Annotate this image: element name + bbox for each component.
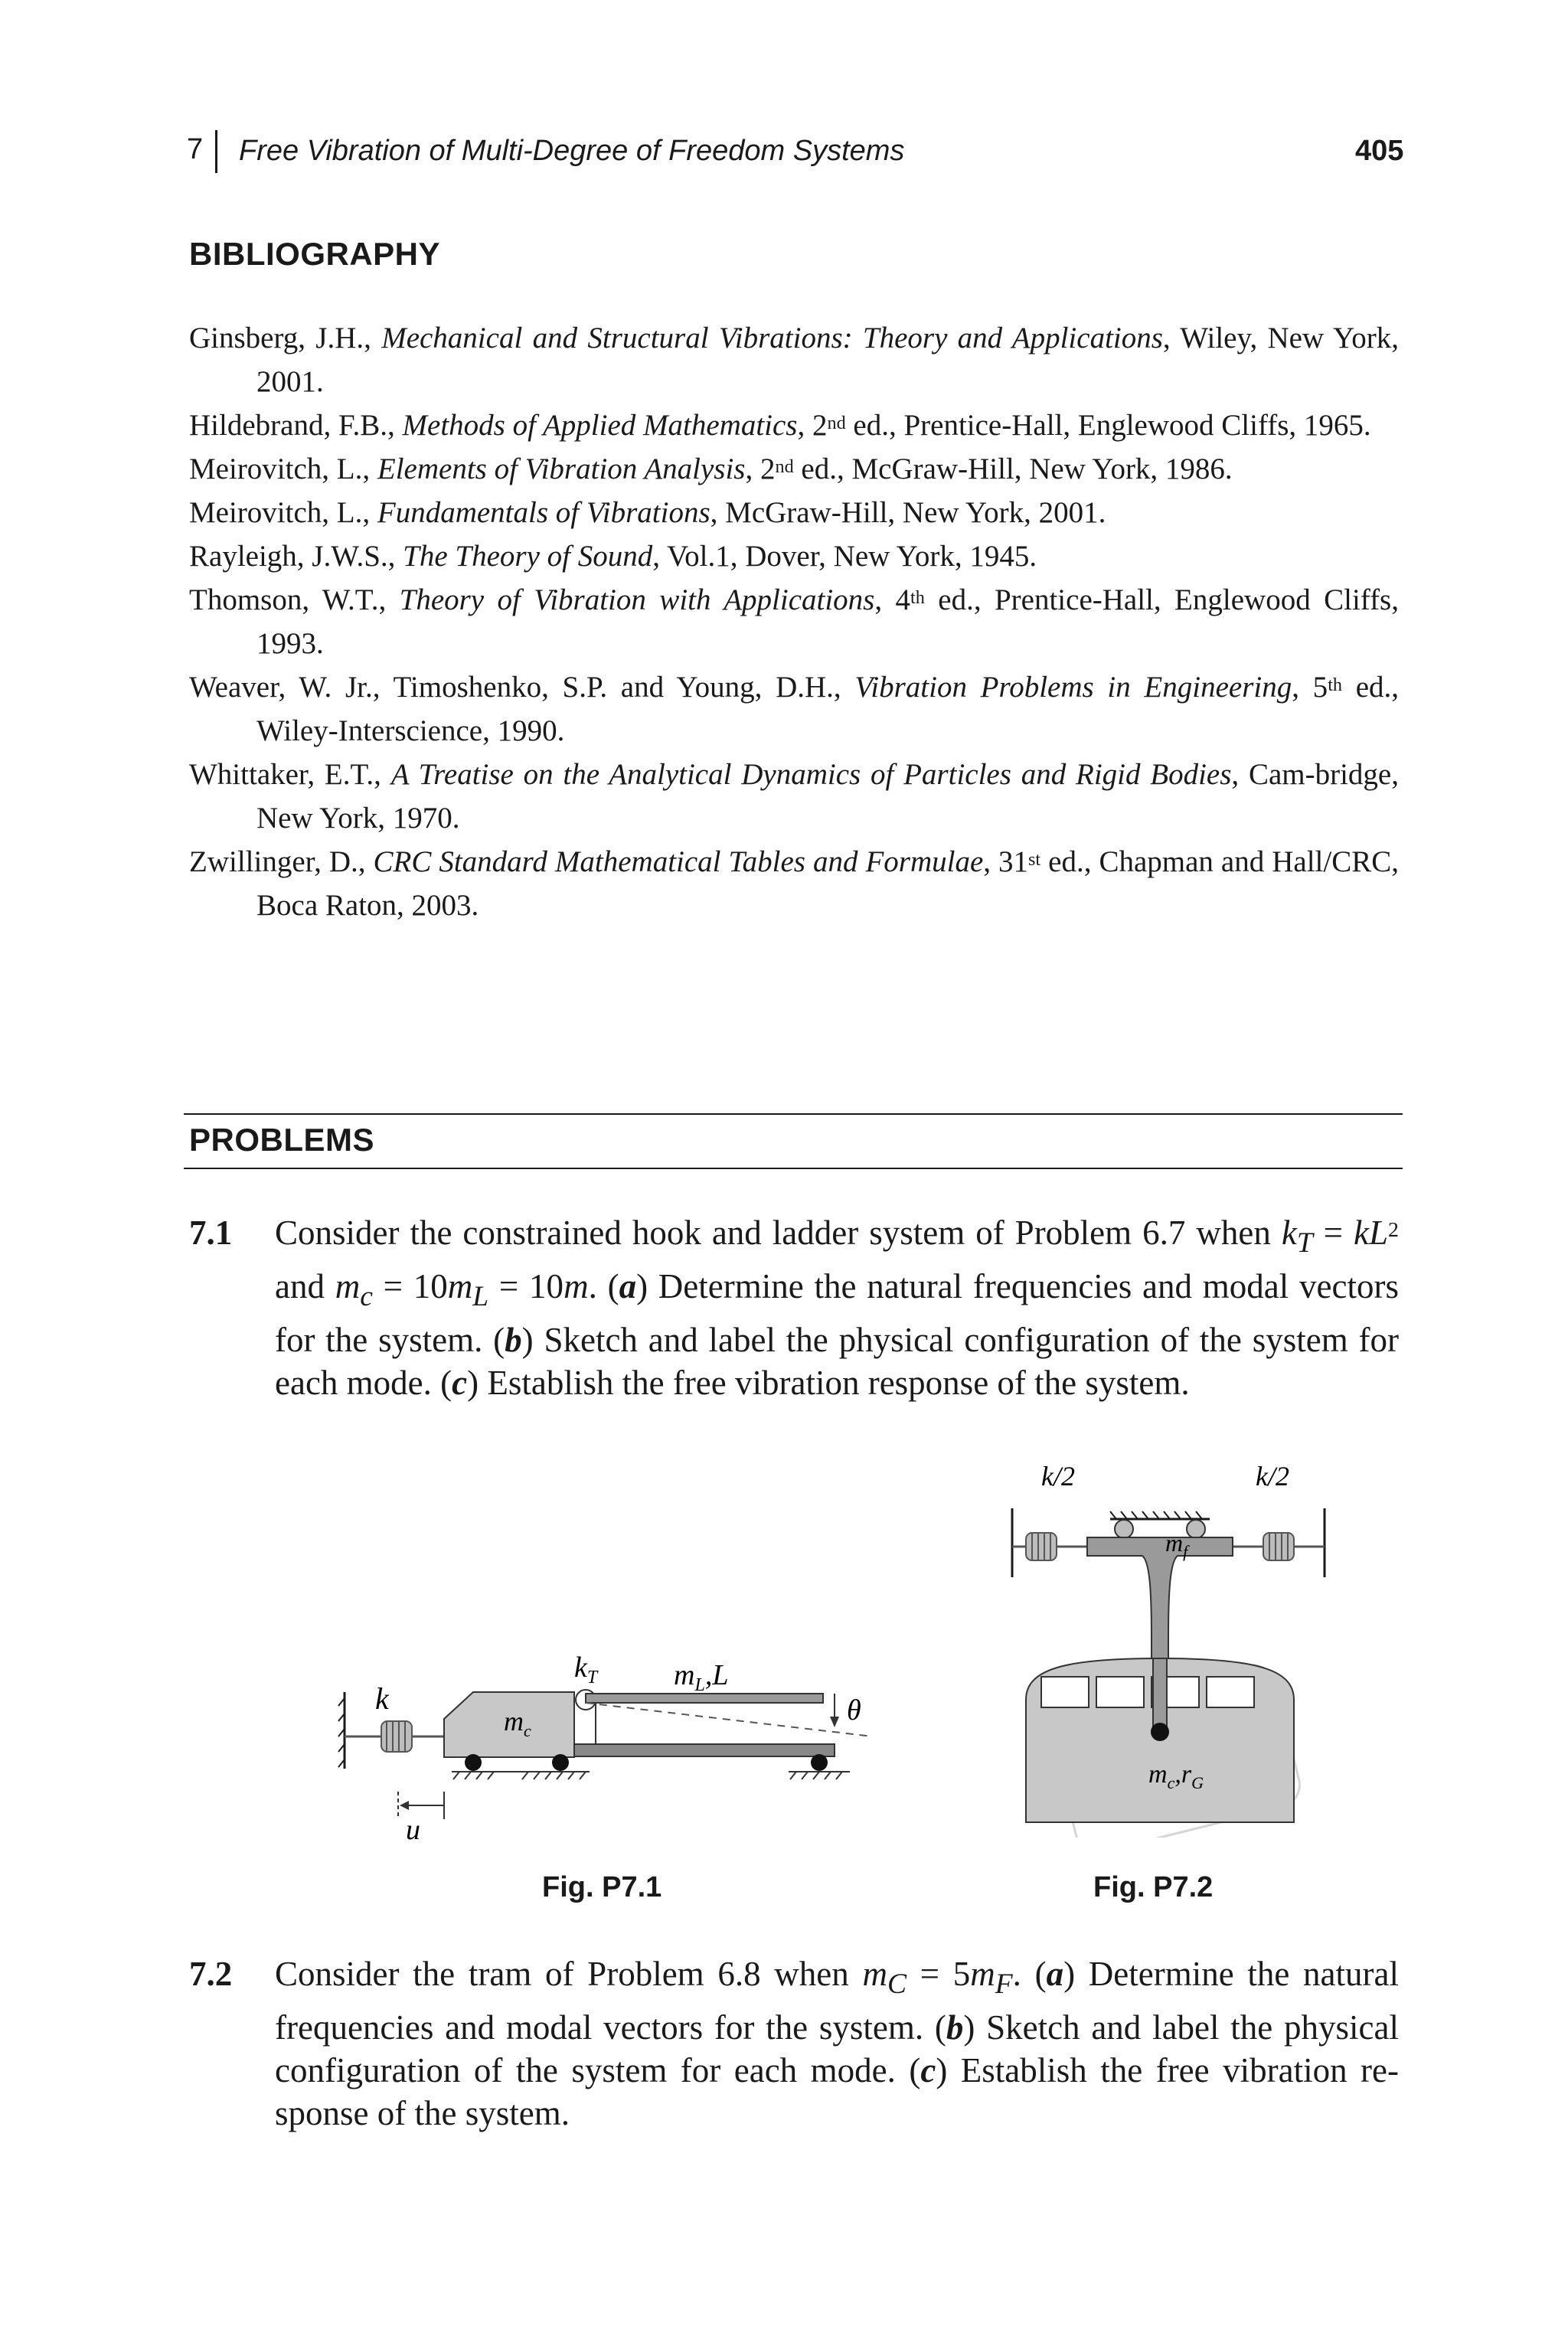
label-mc-rG: $m_c,r_G$ [1148,1760,1204,1792]
bibliography-entry: Hildebrand, F.B., Methods of Applied Mathematics, 2nd ed., Prentice-Hall, Englewood Cliffs, 1965. [189,409,1371,442]
page-number: 405 [1355,135,1404,167]
label-k-left: k/2 [1041,1461,1075,1491]
problems-rule-top [184,1113,1403,1115]
bibliography-title: Elements of Vibration Analysis [377,452,746,485]
figure-p7-2 [995,1439,1348,1838]
chapter-divider [215,130,217,173]
label-k: k [375,1681,389,1716]
bibliography-title: A Treatise on the Analytical Dynamics of Particles and Rigid Bodies [390,758,1232,791]
problem-text: Consider the constrained hook and ladder system of Problem 6.7 when $k_T = kL^2$ and $m_c = 10m_L = 10m$. (a) Determine the natural frequencies and modal vectors for the system. (b) Sketch and label the physical configuration of the system for each mode. (c) Establish the free vibration response of the system. [275,1214,1399,1402]
figure-caption-p7-2: Fig. P7.2 [1093,1871,1214,1903]
problem-text: Consider the tram of Problem 6.8 when $m_C = 5m_F$. (a) Determine the natural frequencies and modal vectors for the system. (b) Sketch and label the physical configuration of the system for each mode. (c) Establish the free vibration re-sponse of the system. [275,1955,1399,2132]
label-mL: $m_L,L$ [674,1659,729,1695]
wheel [811,1754,828,1771]
figure-caption-p7-1: Fig. P7.1 [542,1871,662,1903]
label-u: u [406,1814,420,1845]
label-mf: $m_f$ [1165,1529,1188,1561]
label-theta: θ [847,1694,861,1727]
spring-k [381,1721,412,1752]
label-mc: $m_c$ [504,1706,531,1740]
roller [1115,1520,1133,1538]
spring-right [1263,1533,1294,1560]
bibliography-title: Theory of Vibration with Applications [399,583,875,616]
bibliography-entry: Meirovitch, L., Elements of Vibration Analysis, 2nd ed., McGraw-Hill, New York, 1986. [189,452,1233,485]
problem-7-1 [189,1211,1399,1404]
bibliography-title: Fundamentals of Vibrations [377,496,710,529]
figure-p7-1 [337,1608,888,1845]
bibliography-entry: Ginsberg, J.H., Mechanical and Structural Vibrations: Theory and Applications, Wiley, New York, 2001. [189,322,1399,398]
bibliography-title: Mechanical and Structural Vibrations: Theory and Applications [381,322,1163,354]
pivot [1151,1723,1169,1741]
roller [1187,1520,1205,1538]
bibliography-entry: Zwillinger, D., CRC Standard Mathematical Tables and Formulae, 31st ed., Chapman and Hall/CRC, Boca Raton, 2003. [189,845,1399,922]
arrow-u [400,1801,409,1810]
bibliography-list [189,316,1399,927]
theta-reference-line [586,1703,873,1736]
bibliography-title: Vibration Problems in Engineering [854,671,1292,704]
truck-chassis [574,1744,835,1756]
bibliography-entry: Rayleigh, J.W.S., The Theory of Sound, Vol.1, Dover, New York, 1945. [189,540,1037,573]
problem-7-2 [189,1952,1399,2135]
bibliography-entry: Whittaker, E.T., A Treatise on the Analytical Dynamics of Particles and Rigid Bodies, Cam-bridge, New York, 1970. [189,758,1399,835]
spring-left [1026,1533,1057,1560]
problems-rule-bottom [184,1168,1403,1169]
problem-number: 7.1 [189,1214,233,1252]
bibliography-entry: Meirovitch, L., Fundamentals of Vibrations, McGraw-Hill, New York, 2001. [189,496,1106,529]
problems-heading: PROBLEMS [189,1122,375,1158]
label-kT: $k_T$ [574,1652,598,1687]
bibliography-title: Methods of Applied Mathematics [402,409,798,442]
bibliography-heading: BIBLIOGRAPHY [189,236,441,272]
bibliography-title: CRC Standard Mathematical Tables and Formulae [373,845,984,878]
wheel [552,1754,569,1771]
chapter-number: 7 [187,133,204,165]
wheel [465,1754,482,1771]
problem-number: 7.2 [189,1955,233,1993]
bibliography-title: The Theory of Sound [403,540,653,573]
ground [452,1772,850,1779]
label-k-right: k/2 [1256,1461,1289,1491]
running-title: Free Vibration of Multi-Degree of Freedom Systems [239,135,905,167]
bibliography-entry: Weaver, W. Jr., Timoshenko, S.P. and Young, D.H., Vibration Problems in Engineering, 5th ed., Wiley-Interscience, 1990. [189,671,1400,747]
bibliography-entry: Thomson, W.T., Theory of Vibration with Applications, 4th ed., Prentice-Hall, Englewood Cliffs, 1993. [189,583,1399,660]
